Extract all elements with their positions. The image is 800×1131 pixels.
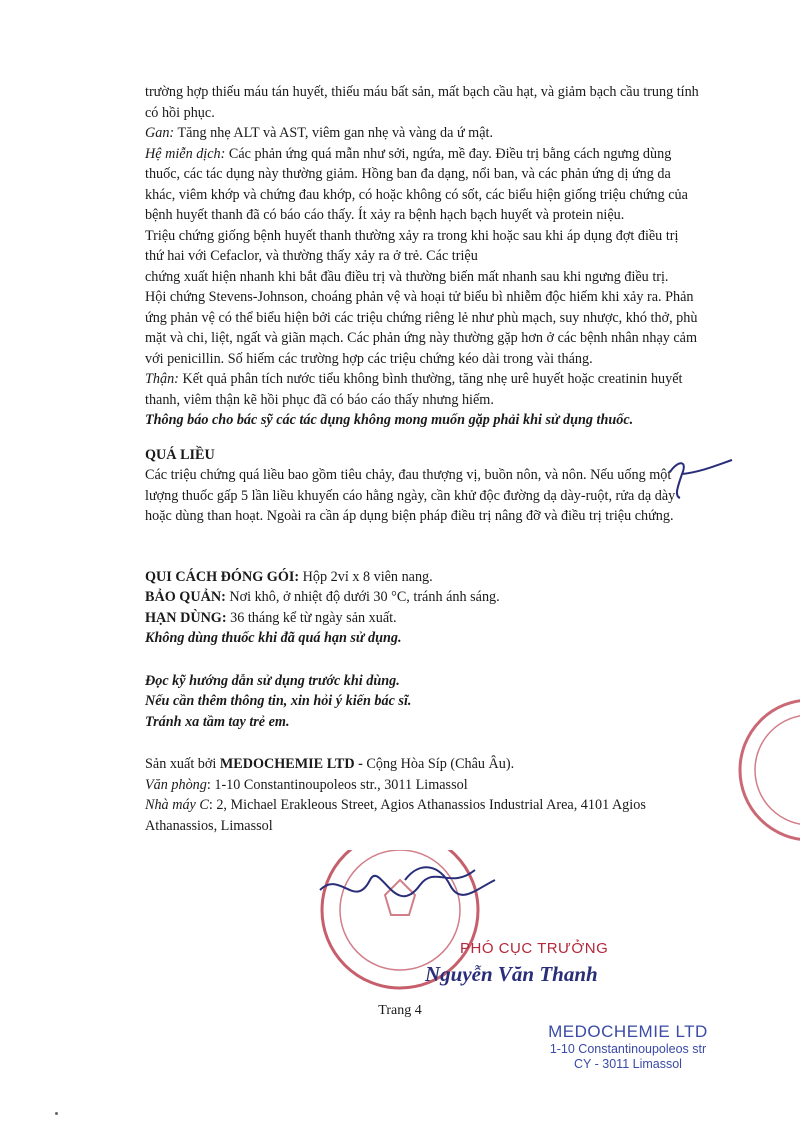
manufacturer-line — [145, 754, 700, 775]
company-stamp — [528, 1022, 728, 1072]
ask-doctor: Nếu cần thêm thông tin, xin hỏi ý kiến bác sĩ. — [145, 693, 412, 709]
initial-mark-icon — [660, 452, 740, 502]
page-number: Trang 4 — [378, 1003, 422, 1018]
signer-title: PHÓ CỤC TRƯỞNG — [460, 940, 609, 957]
company-stamp-name: MEDOCHEMIE LTD — [548, 1022, 708, 1041]
text-expiry: 36 tháng kể từ ngày sản xuất. — [226, 609, 397, 626]
paragraph-serum-sickness-2: chứng xuất hiện nhanh khi bắt đầu điều trị và thường biến mất nhanh sau khi ngưng điều trị. — [145, 268, 669, 285]
label-expiry: HẠN DÙNG: — [145, 609, 227, 626]
label-factory: Nhà máy C — [145, 797, 209, 813]
paragraph-immune — [145, 144, 700, 226]
office-line — [145, 775, 700, 796]
text-packaging: Hộp 2vỉ x 8 viên nang. — [299, 568, 433, 585]
paragraph-kidney — [145, 369, 700, 410]
label-storage: BẢO QUẢN: — [145, 589, 226, 605]
keep-away-children: Tránh xa tầm tay trẻ em. — [145, 713, 290, 730]
manufacturer-company: MEDOCHEMIE LTD - — [219, 756, 363, 772]
expired-warning: Không dùng thuốc khi đã quá hạn sử dụng. — [145, 630, 402, 646]
document-body — [145, 82, 700, 836]
text-kidney: Kết quả phân tích nước tiểu không bình thường, tăng nhẹ urê huyết hoặc creatinin huyết thanh, viêm thận kẽ hồi phục đã có báo cáo thấy nhưng hiếm. — [145, 371, 683, 408]
scan-speck — [55, 1112, 58, 1115]
storage-line — [145, 587, 700, 608]
paragraph-serum-sickness-1: Triệu chứng giống bệnh huyết thanh thường xảy ra trong khi hoặc sau khi áp dụng đợt điều trị thứ hai với Cefaclor, và thường thấy xảy ra ở trẻ. Các triệu — [145, 227, 679, 264]
expiry-line — [145, 608, 700, 629]
paragraph-blood: trường hợp thiếu máu tán huyết, thiếu máu bất sản, mất bạch cầu hạt, và giảm bạch cầu trung tính có hồi phục. — [145, 84, 699, 121]
company-stamp-address: 1-10 Constantinoupoleos str — [549, 1042, 707, 1056]
manufacturer-prefix: Sản xuất bởi — [145, 756, 220, 772]
paragraph-stevens-johnson: Hội chứng Stevens-Johnson, choáng phản vệ và hoại tử biểu bì nhiễm độc hiếm khi xảy ra. Phản ứng phản vệ có thể biểu hiện bởi các triệu chứng riêng lẻ như phù mạch, suy nhược, khó thở, phù mặt và chi, liệt, ngất và giãn mạch. Các phản ứng này thường gặp hơn ở các bệnh nhân nhạy cảm với penicillin. Số hiếm các trường hợp các triệu chứng kéo dài trong vài tháng. — [145, 289, 698, 367]
text-storage: Nơi khô, ở nhiệt độ dưới 30 °C, tránh ánh sáng. — [225, 589, 500, 605]
overdose-text: Các triệu chứng quá liều bao gồm tiêu chảy, đau thượng vị, buồn nôn, và nôn. Nếu uống một lượng thuốc gấp 5 lần liều khuyến cáo hằng ngày, cần khử độc đường dạ dày-ruột, rửa dạ dày hoặc dùng than hoạt. Ngoài ra cần áp dụng biện pháp điều trị nâng đỡ và điều trị triệu chứng. — [145, 467, 676, 524]
label-liver: Gan: — [145, 125, 175, 141]
overdose-heading: QUÁ LIỀU — [145, 446, 215, 463]
text-liver: Tăng nhẹ ALT và AST, viêm gan nhẹ và vàng da ứ mật. — [174, 125, 494, 141]
packaging-line — [145, 567, 700, 588]
factory-line — [145, 795, 700, 836]
company-stamp-city: CY - 3011 Limassol — [574, 1057, 682, 1071]
label-immune: Hệ miễn dịch: — [145, 145, 226, 162]
notice-doctor: Thông báo cho bác sỹ các tác dụng không mong muốn gặp phải khi sử dụng thuốc. — [145, 412, 634, 428]
manufacturer-suffix: Cộng Hòa Síp (Châu Âu). — [362, 756, 515, 772]
text-office: : 1-10 Constantinoupoleos str., 3011 Limassol — [206, 776, 468, 793]
label-kidney: Thận: — [145, 371, 179, 387]
text-immune: Các phản ứng quá mẫn như sởi, ngứa, mề đay. Điều trị bằng cách ngưng dùng thuốc, các tác dụng này thường giảm. Hồng ban đa dạng, nổi ban, và các phản ứng dị ứng da khác, viêm khớp và chứng đau khớp, có hoặc không có sốt, các biểu hiện giống triệu chứng của bệnh huyết thanh đã có báo cáo thấy. Ít xảy ra bệnh hạch bạch huyết và protein niệu. — [145, 145, 688, 223]
text-factory: : 2, Michael Erakleous Street, Agios Athanassios Industrial Area, 4101 Agios Athanassios, Limassol — [145, 797, 646, 834]
paragraph-liver — [145, 123, 700, 144]
read-instructions: Đọc kỹ hướng dẫn sử dụng trước khi dùng. — [145, 672, 400, 689]
partial-seal-icon — [700, 690, 800, 850]
signer-name: Nguyễn Văn Thanh — [425, 962, 598, 986]
label-packaging: QUI CÁCH ĐÓNG GÓI: — [145, 568, 300, 585]
label-office: Văn phòng — [145, 776, 207, 793]
